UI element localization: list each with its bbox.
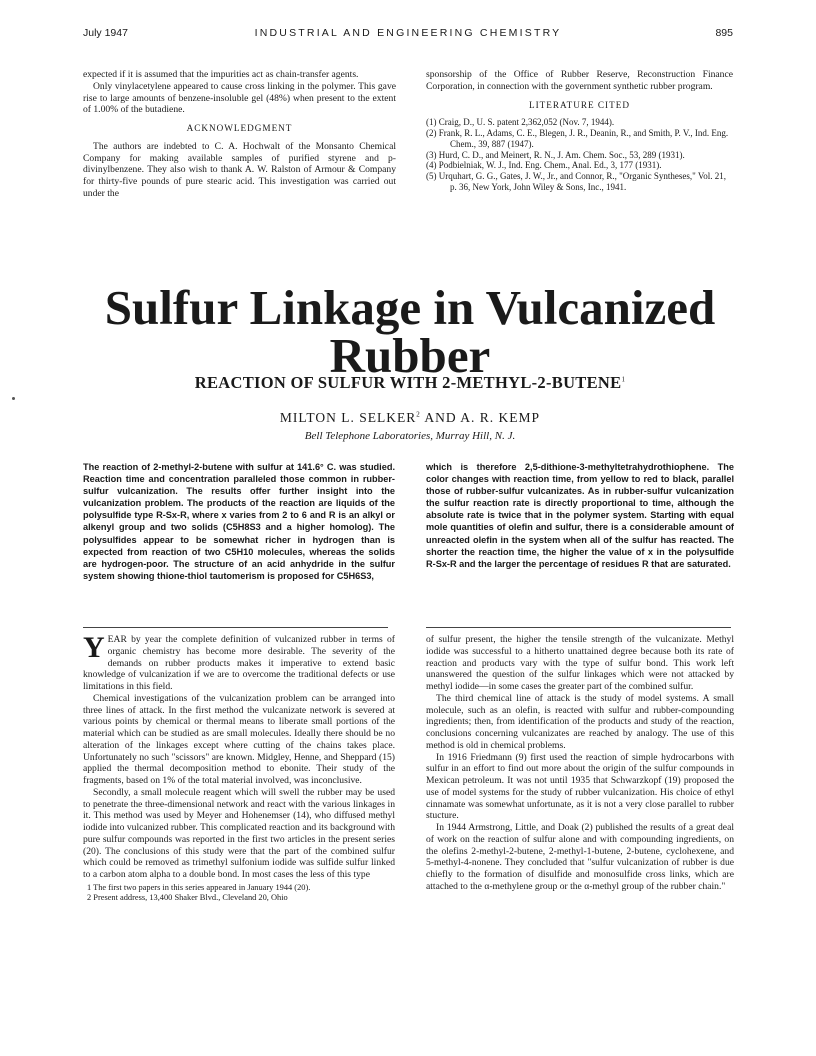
article-title-line-2: Rubber xyxy=(329,328,491,383)
acknowledgment-heading: ACKNOWLEDGMENT xyxy=(186,123,293,133)
model-systems-paragraph: The third chemical line of attack is the study of model systems. A small molecule, such as an olefin, is reacted with sulfur and rubber-compounding ingredients; then, from identification of the products and study of the reaction, conclusions concerning vulcanizates are reached by analogy. The use of this method is old in chemical problems. xyxy=(426,692,734,751)
reference-list xyxy=(426,117,733,193)
tensile-paragraph: of sulfur present, the higher the tensile strength of the vulcanizate. Methyl iodide was successful to a hitherto unattained degree because both its rate of reaction and products vary with the type of sulfur bond. This work left unanswered the question of the sulfur linkages which were not attacked by methyl iodide—in some cases the greater part of the combined sulfur. xyxy=(426,634,734,692)
author-footnote-mark: 2 xyxy=(416,410,421,419)
reference-item: (2) Frank, R. L., Adams, C. E., Blegen, J. R., Deanin, R., and Smith, P. V., Ind. Eng. Chem., 39, 887 (1947). xyxy=(426,128,729,149)
abstract-divider-right xyxy=(426,627,731,628)
reference-item: (3) Hurd, C. D., and Meinert, R. N., J. Am. Chem. Soc., 53, 289 (1931). xyxy=(426,149,685,160)
footnote-2: 2 Present address, 13,400 Shaker Blvd., Cleveland 20, Ohio xyxy=(87,892,288,902)
abstract-right-text: which is therefore 2,5-dithione-3-methyltetrahydrothiophene. The color changes with reaction time, from yellow to red to black, parallel those of rubber-sulfur vulcanizates. As in rubber-sulfur vulcanization the sulfur reaction rate is directly proportional to time, although the absolute rate is twice that in the polymer system. Starting with equal mole quantities of olefin and sulfur, there is a considerable amount of unreacted olefin in the system when all of the sulfur has reacted. The shorter the reaction time, the higher the value of x in the polysulfide R-Sx-R and the larger the percentage of residues R that are saturated. xyxy=(426,462,734,569)
article-title-line-1: Sulfur Linkage in Vulcanized xyxy=(104,280,716,335)
abstract-right xyxy=(426,461,734,570)
article-subtitle xyxy=(60,373,760,393)
body-left-column xyxy=(83,631,395,902)
abstract-left xyxy=(83,461,395,582)
vinylacetylene-paragraph: Only vinylacetylene appeared to cause cross linking in the polymer. This gave rise to large amounts of benzene-insoluble gel (48%) when present to the extent of 1.00% of the butadiene. xyxy=(83,80,396,116)
header-journal-name: INDUSTRIAL AND ENGINEERING CHEMISTRY xyxy=(254,27,562,39)
continued-paragraph: expected if it is assumed that the impurities act as chain-transfer agents. xyxy=(83,69,359,80)
margin-mark xyxy=(12,397,15,400)
reference-item: (5) Urquhart, G. G., Gates, J. W., Jr., and Connor, R., "Organic Syntheses," Vol. 21, p. 36, New York, John Wiley & Sons, Inc., 1941. xyxy=(426,171,726,193)
article-authors xyxy=(60,410,760,426)
running-header xyxy=(83,27,733,43)
abstract-left-text: The reaction of 2-methyl-2-butene with sulfur at 141.6° C. was studied. Reaction time and concentration paralleled those common in rubber-sulfur vulcanization. The results offer further insight into the vulcanization problem. The products of the reaction are liquids of the polysulfide type R-Sx-R, where x varies from 2 to 6 and R is an alkyl or alkenyl group and two solids (C5H8S3 and a higher homolog). The polysulfides appear to be somewhat richer in hydrogen than is expected from reaction of two C5H10 molecules, whereas the solids are hydrogen-poor. The structure of an acid anhydride in the sulfur system showing thione-thiol tautomerism is proposed for C5H6S3, xyxy=(83,462,395,581)
sponsorship-paragraph: sponsorship of the Office of Rubber Reserve, Reconstruction Finance Corporation, in connection with the government synthetic rubber program. xyxy=(426,69,733,92)
body-right-column xyxy=(426,634,734,893)
author-name-1: MILTON L. SELKER xyxy=(279,410,417,425)
methods-paragraph: Chemical investigations of the vulcanization problem can be arranged into three lines of attack. In the first method the vulcanizate network is severed at various points by chemical or thermal means to liberate small portions of the material which can be studied as are small molecules. Ideally there should be no alteration of the linkages except where cutting of the chains takes place. Unfortunately no such "scissors" are known. Midgley, Henne, and Sheppard (15) applied the thermal decomposition method to ebonite. Their study of the fragments, based on 1% of the total material involved, was inconclusive. xyxy=(83,692,395,786)
methyl-iodide-paragraph: Secondly, a small molecule reagent which will swell the rubber may be used to penetrate the three-dimensional network and react with the various linkages in it. This method was used by Meyer and Hohenemser (14), who diffused methyl iodide into vulcanized rubber. This complicated reaction and its background with pure sulfur compounds was reported in the first two articles in the present series (20). The conclusions of this study were that the part of the combined sulfur which could be removed as trimethyl sulfonium iodide was sulfide sulfur linked to a carbon atom alpha to a double bond. In most cases the less of this type xyxy=(83,786,395,880)
reference-item: (4) Podbielniak, W. J., Ind. Eng. Chem., Anal. Ed., 3, 177 (1931). xyxy=(426,160,662,171)
top-right-column xyxy=(426,69,733,193)
reference-item: (1) Craig, D., U. S. patent 2,362,052 (Nov. 7, 1944). xyxy=(426,117,615,128)
header-date: July 1947 xyxy=(83,27,128,39)
author-name-2: AND A. R. KEMP xyxy=(420,410,541,425)
friedmann-paragraph: In 1916 Friedmann (9) first used the reaction of simple hydrocarbons with sulfur in an effort to find out more about the origin of the sulfur compounds in Mexican petroleum. It was not until 1935 that Schwarzkopf (19) proposed the use of model systems for the study of rubber vulcanization. His choice of ethyl cinnamate was somewhat unfortunate, as it is not a very close parallel to rubber stucture. xyxy=(426,751,734,822)
intro-paragraph xyxy=(83,631,395,693)
drop-cap: Y xyxy=(83,631,105,664)
abstract-divider-left xyxy=(83,627,388,628)
acknowledgment-text: The authors are indebted to C. A. Hochwalt of the Monsanto Chemical Company for making available samples of purified styrene and p-divinylbenzene. They also wish to thank A. W. Ralston of Armour & Company for thirty-five pounds of pure stearic acid. This investigation was carried out under the xyxy=(83,140,396,199)
subtitle-footnote-mark: 1 xyxy=(621,375,626,384)
subtitle-text: REACTION OF SULFUR WITH 2-METHYL-2-BUTENE xyxy=(194,373,622,392)
literature-cited-heading: LITERATURE CITED xyxy=(529,99,630,110)
header-page-number: 895 xyxy=(715,27,733,39)
author-affiliation: Bell Telephone Laboratories, Murray Hill, N. J. xyxy=(304,430,516,442)
intro-text: EAR by year the complete definition of vulcanized rubber in terms of organic chemistry has become more desirable. The severity of the demands on rubber products makes it imperative to extend basic knowledge of vulcanization if we are to overcome the traditional defects or use limitations in this field. xyxy=(83,634,395,692)
top-left-column xyxy=(83,69,396,200)
armstrong-paragraph: In 1944 Armstrong, Little, and Doak (2) published the results of a great deal of work on the reaction of sulfur alone and with compounding ingredients, on the olefins 2-methyl-2-butene, 2-methyl-1-butene, 2-butene, cyclohexene, and 5-methyl-4-nonene. They concluded that "sulfur vulcanization of rubber is due chiefly to the formation of disulfide and monosulfide cross links, which are attached to the α-methylene group or the α-methyl group of the rubber chain." xyxy=(426,822,734,892)
footnote-1: 1 The first two papers in this series appeared in January 1944 (20). xyxy=(87,882,311,892)
